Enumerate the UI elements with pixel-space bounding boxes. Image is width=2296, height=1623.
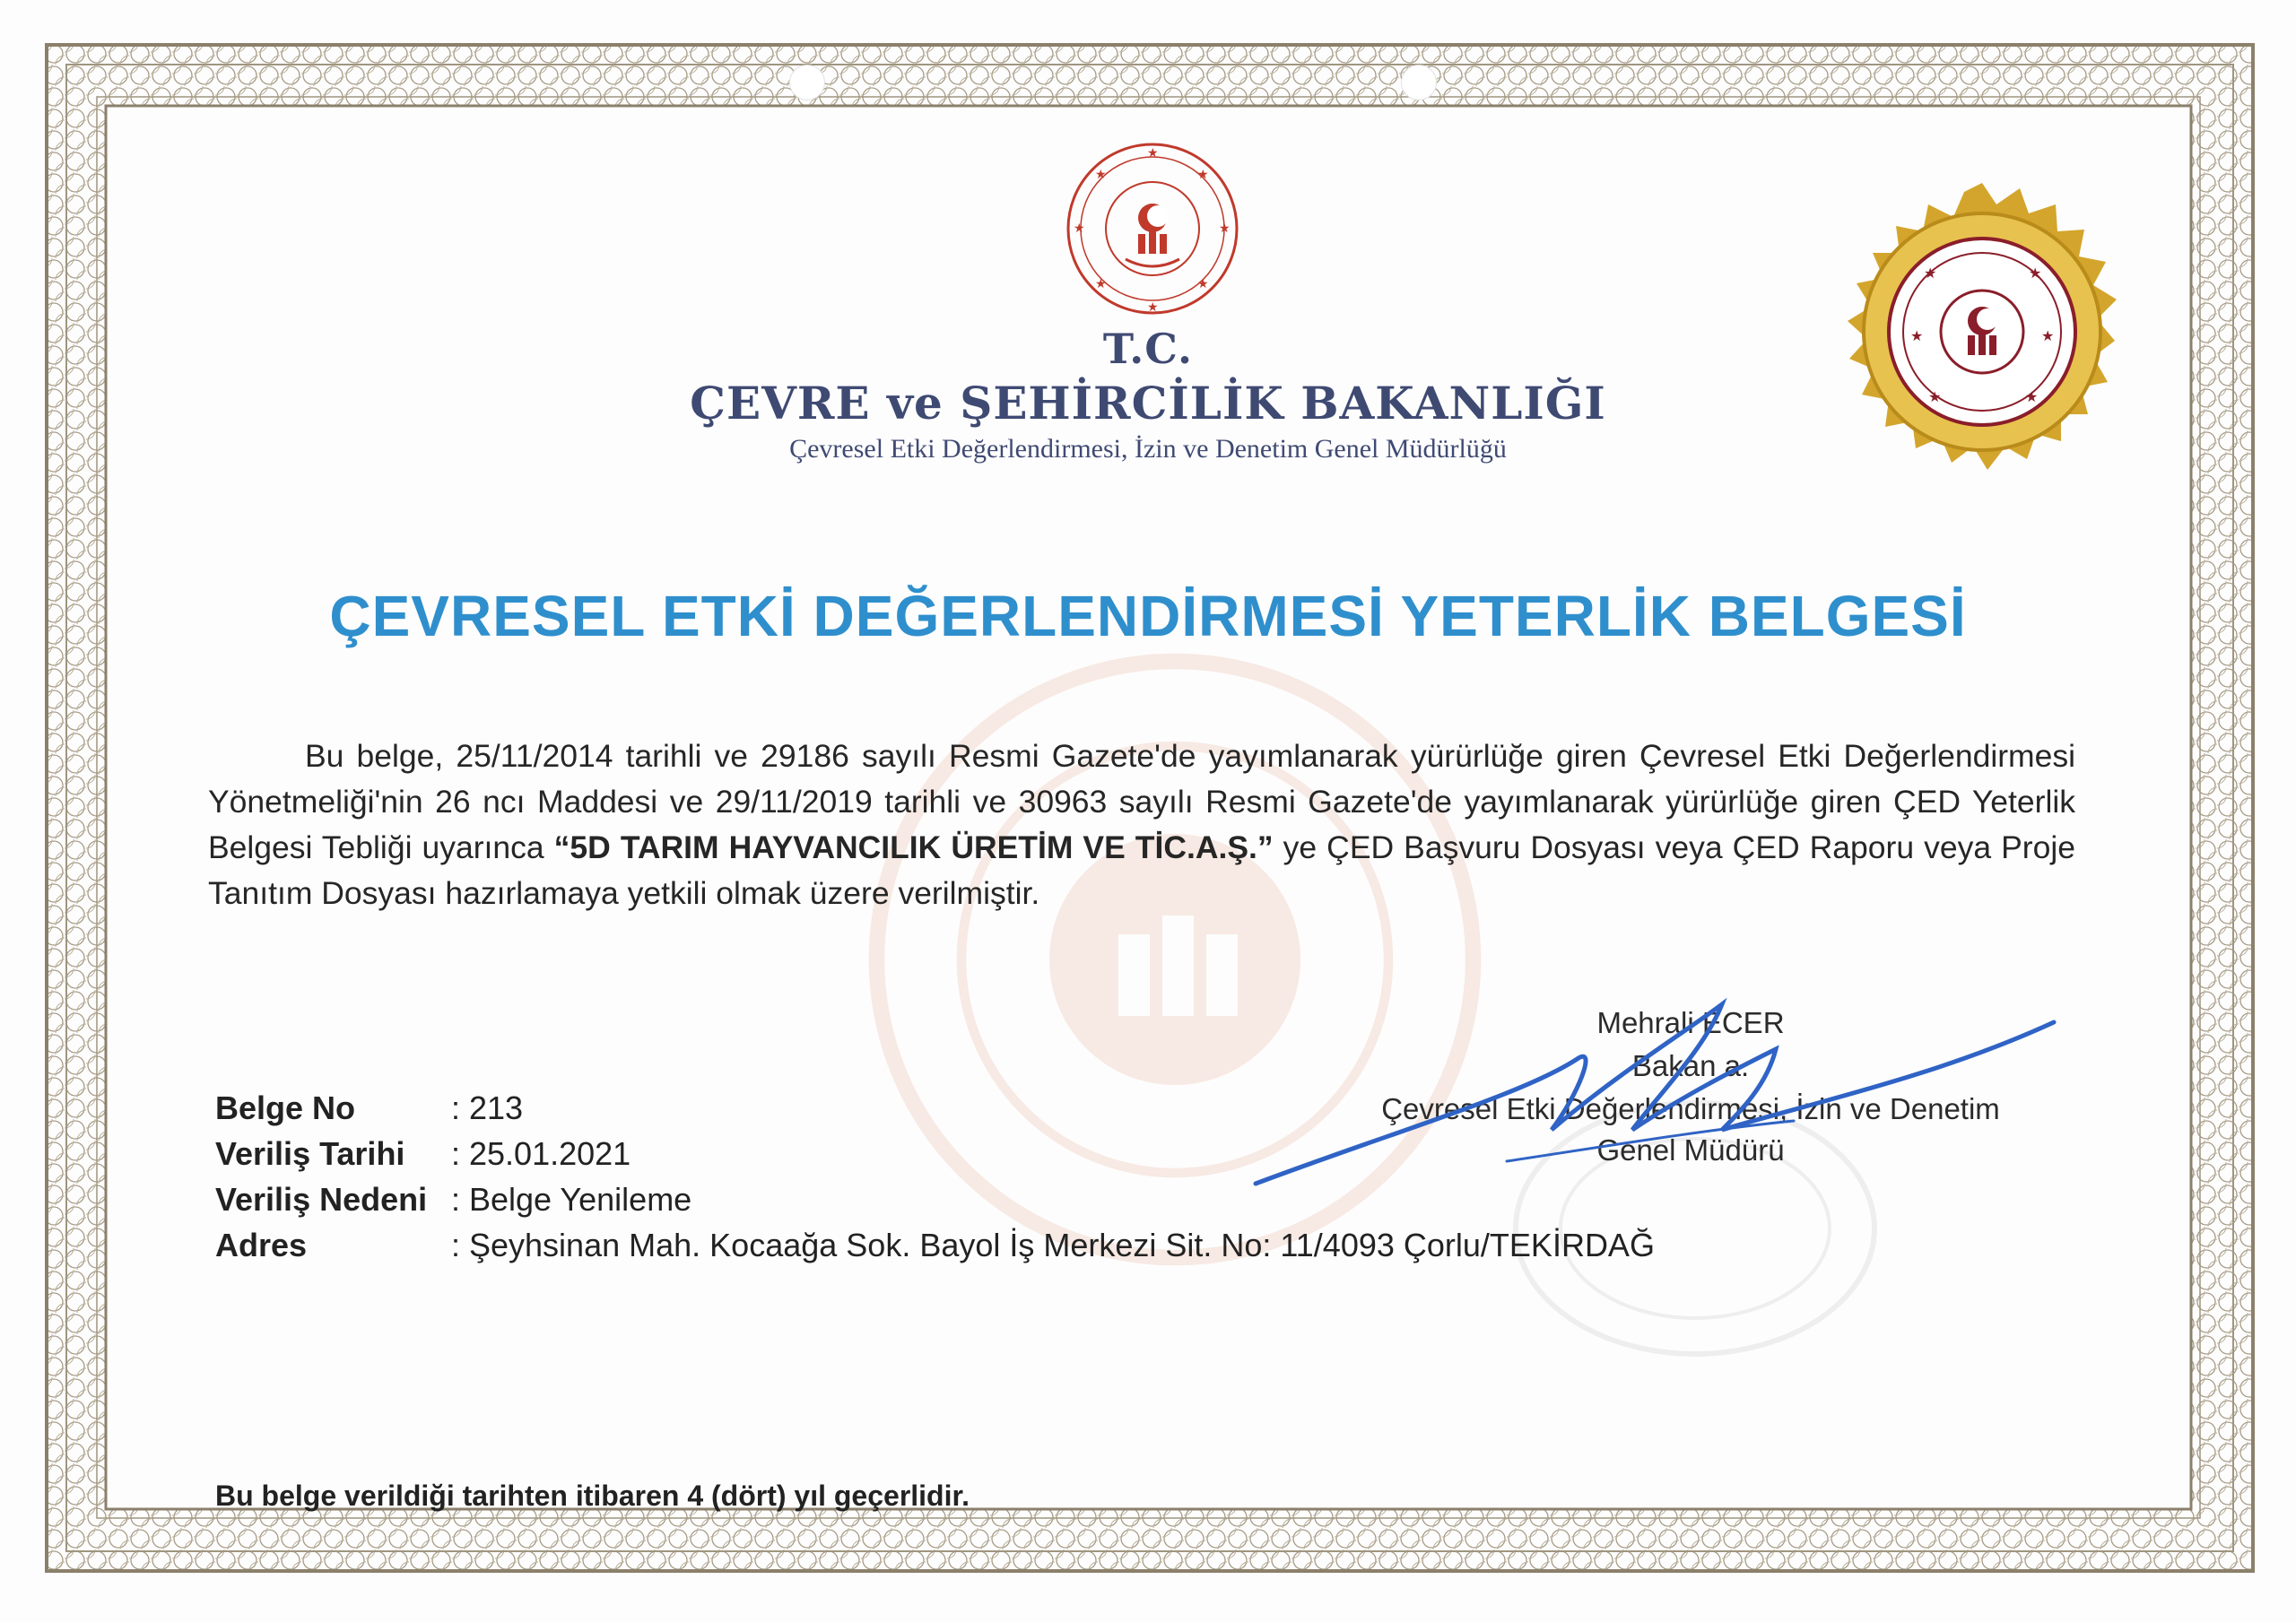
body-after-company: ye ÇED Başvuru Dosyası veya ÇED Raporu veya Proje Tanıtım Dosyası hazırlamaya yetkili olmak üzere verilmiştir. xyxy=(208,829,2075,911)
detail-value: : Şeyhsinan Mah. Kocaağa Sok. Bayol İş Merkezi Sit. No: 11/4093 Çorlu/TEKİRDAĞ xyxy=(451,1227,1655,1263)
svg-text:★: ★ xyxy=(1197,168,1209,182)
detail-value: : Belge Yenileme xyxy=(451,1181,692,1218)
svg-text:★: ★ xyxy=(1147,146,1159,161)
punch-hole-right xyxy=(1401,65,1437,100)
body-before-company: Bu belge, 25/11/2014 tarihli ve 29186 sayılı Resmi Gazete'de yayımlanarak yürürlüğe giren Çevresel Etki Değerlendirmesi Yönetmeliği'nin 26 ncı Maddesi ve 29/11/2019 tarihli ve 30963 sayılı Resmi Gazete'de yayımlanarak yürürlüğe giren ÇED Yeterlik Belgesi Tebliği uyarınca xyxy=(208,738,2075,865)
svg-text:★: ★ xyxy=(1910,327,1924,344)
header-directorate: Çevresel Etki Değerlendirmesi, İzin ve Denetim Genel Müdürlüğü xyxy=(789,434,1507,464)
detail-label: Belge No xyxy=(215,1089,356,1126)
svg-text:★: ★ xyxy=(1095,277,1107,291)
certificate-body xyxy=(208,733,2075,916)
signatory-department: Çevresel Etki Değerlendirmesi, İzin ve Denetim xyxy=(1381,1092,2000,1125)
svg-text:★: ★ xyxy=(2041,327,2055,344)
svg-text:★: ★ xyxy=(1147,300,1159,315)
detail-label: Veriliş Nedeni xyxy=(215,1181,428,1218)
svg-text:★: ★ xyxy=(2029,265,2042,282)
punch-hole-left xyxy=(789,65,825,100)
detail-label: Adres xyxy=(215,1227,308,1263)
svg-text:★: ★ xyxy=(1928,388,1942,405)
handwritten-signature xyxy=(1238,995,2081,1202)
document-title: ÇEVRESEL ETKİ DEĞERLENDİRMESİ YETERLİK BELGESİ xyxy=(329,584,1967,648)
header-ministry: ÇEVRE ve ŞEHİRCİLİK BAKANLIĞI xyxy=(690,377,1606,430)
header-tc: T.C. xyxy=(1102,325,1194,373)
detail-value: : 213 xyxy=(451,1089,524,1126)
detail-label: Veriliş Tarihi xyxy=(215,1135,405,1172)
svg-text:★: ★ xyxy=(1095,168,1107,182)
signatory-title: Genel Müdürü xyxy=(1596,1133,1785,1167)
svg-text:★: ★ xyxy=(1219,221,1231,236)
svg-text:★: ★ xyxy=(1924,265,1937,282)
svg-text:★: ★ xyxy=(2025,388,2039,405)
validity-note: Bu belge verildiği tarihten itibaren 4 (dört) yıl geçerlidir. xyxy=(215,1480,970,1512)
ministry-logo xyxy=(1063,139,1242,318)
detail-value: : 25.01.2021 xyxy=(451,1135,631,1172)
svg-text:★: ★ xyxy=(1074,221,1085,236)
signatory-name: Mehrali ECER xyxy=(1596,1006,1785,1039)
svg-text:★: ★ xyxy=(1197,277,1209,291)
signatory-role: Bakan a. xyxy=(1631,1049,1750,1082)
company-name: “5D TARIM HAYVANCILIK ÜRETİM VE TİC.A.Ş.” xyxy=(553,829,1274,865)
